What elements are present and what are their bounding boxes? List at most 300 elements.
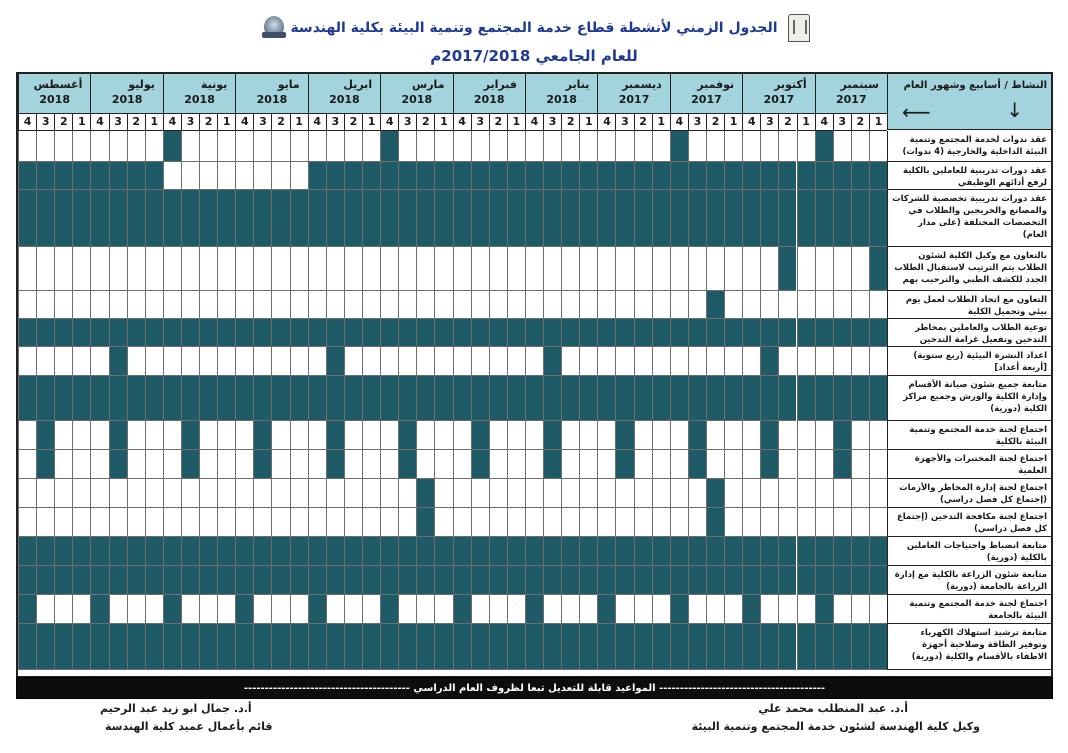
empty-week-cell [724, 421, 742, 450]
week-number: 1 [145, 114, 163, 131]
empty-week-cell [525, 421, 543, 450]
empty-week-cell [706, 247, 724, 291]
week-number: 4 [815, 114, 833, 131]
empty-week-cell [525, 247, 543, 291]
scheduled-week-cell [579, 162, 597, 190]
activity-label: متابعة انضباط واحتياجات العاملين بالكلية (دورية) [887, 537, 1051, 566]
empty-week-cell [271, 595, 289, 624]
empty-week-cell [18, 450, 36, 479]
scheduled-week-cell [181, 190, 199, 247]
empty-week-cell [344, 595, 362, 624]
scheduled-week-cell [326, 162, 344, 190]
scheduled-week-cell [688, 319, 706, 347]
empty-week-cell [235, 291, 253, 319]
scheduled-week-cell [742, 376, 760, 421]
empty-week-cell [615, 131, 633, 162]
empty-week-cell [271, 347, 289, 376]
scheduled-week-cell [127, 537, 145, 566]
arrow-left-icon: ⟵ [902, 100, 931, 124]
empty-week-cell [163, 421, 181, 450]
activity-header-label: النشاط / أسابيع وشهور العام [903, 80, 1047, 91]
scheduled-week-cell [380, 537, 398, 566]
week-number: 3 [398, 114, 416, 131]
scheduled-week-cell [851, 376, 869, 421]
scheduled-week-cell [869, 319, 887, 347]
scheduled-week-cell [561, 319, 579, 347]
scheduled-week-cell [163, 131, 181, 162]
week-number: 3 [688, 114, 706, 131]
empty-week-cell [145, 479, 163, 508]
empty-week-cell [217, 595, 235, 624]
scheduled-week-cell [525, 376, 543, 421]
scheduled-week-cell [634, 624, 652, 670]
empty-week-cell [652, 479, 670, 508]
scheduled-week-cell [778, 190, 796, 247]
scheduled-week-cell [109, 190, 127, 247]
scheduled-week-cell [434, 190, 452, 247]
scheduled-week-cell [525, 319, 543, 347]
scheduled-week-cell [543, 421, 561, 450]
empty-week-cell [634, 595, 652, 624]
empty-week-cell [54, 247, 72, 291]
empty-week-cell [507, 131, 525, 162]
scheduled-week-cell [851, 190, 869, 247]
empty-week-cell [271, 450, 289, 479]
scheduled-week-cell [308, 319, 326, 347]
month-header [380, 74, 452, 114]
empty-week-cell [362, 595, 380, 624]
empty-week-cell [597, 347, 615, 376]
empty-week-cell [742, 247, 760, 291]
empty-week-cell [815, 347, 833, 376]
month-year: 2018 [39, 93, 71, 106]
scheduled-week-cell [507, 190, 525, 247]
empty-week-cell [815, 450, 833, 479]
empty-week-cell [290, 595, 308, 624]
scheduled-week-cell [742, 624, 760, 670]
empty-week-cell [362, 131, 380, 162]
scheduled-week-cell [507, 624, 525, 670]
empty-week-cell [797, 450, 815, 479]
scheduled-week-cell [416, 508, 434, 537]
empty-week-cell [90, 347, 108, 376]
empty-week-cell [471, 595, 489, 624]
empty-week-cell [217, 247, 235, 291]
empty-week-cell [851, 508, 869, 537]
empty-week-cell [163, 347, 181, 376]
week-number: 2 [634, 114, 652, 131]
scheduled-week-cell [453, 537, 471, 566]
scheduled-week-cell [869, 162, 887, 190]
scheduled-week-cell [253, 537, 271, 566]
empty-week-cell [489, 450, 507, 479]
scheduled-week-cell [54, 537, 72, 566]
empty-week-cell [833, 291, 851, 319]
scheduled-week-cell [543, 566, 561, 595]
empty-week-cell [670, 247, 688, 291]
month-name: أكتوبر [774, 78, 807, 91]
empty-week-cell [688, 347, 706, 376]
month-name: فبراير [483, 78, 517, 91]
scheduled-week-cell [543, 190, 561, 247]
scheduled-week-cell [362, 566, 380, 595]
scheduled-week-cell [797, 319, 815, 347]
empty-week-cell [253, 291, 271, 319]
empty-week-cell [869, 595, 887, 624]
scheduled-week-cell [416, 537, 434, 566]
month-name: أغسطس [33, 78, 83, 91]
scheduled-week-cell [778, 247, 796, 291]
empty-week-cell [416, 421, 434, 450]
scheduled-week-cell [615, 421, 633, 450]
scheduled-week-cell [597, 162, 615, 190]
empty-week-cell [380, 479, 398, 508]
week-number: 1 [217, 114, 235, 131]
week-number: 4 [742, 114, 760, 131]
empty-week-cell [163, 479, 181, 508]
scheduled-week-cell [706, 537, 724, 566]
scheduled-week-cell [253, 376, 271, 421]
scheduled-week-cell [742, 566, 760, 595]
scheduled-week-cell [471, 624, 489, 670]
empty-week-cell [851, 421, 869, 450]
scheduled-week-cell [561, 376, 579, 421]
scheduled-week-cell [181, 566, 199, 595]
empty-week-cell [543, 247, 561, 291]
week-number: 2 [127, 114, 145, 131]
scheduled-week-cell [471, 319, 489, 347]
scheduled-week-cell [525, 162, 543, 190]
empty-week-cell [326, 247, 344, 291]
scheduled-week-cell [742, 319, 760, 347]
empty-week-cell [652, 450, 670, 479]
activity-label: متابعة شئون الزراعة بالكلية مع إدارة الزراعة بالجامعة (دورية) [887, 566, 1051, 595]
activity-label: التعاون مع اتحاد الطلاب لعمل يوم بيئي وتجميل الكلية [887, 291, 1051, 319]
empty-week-cell [199, 291, 217, 319]
empty-week-cell [253, 162, 271, 190]
scheduled-week-cell [434, 624, 452, 670]
scheduled-week-cell [561, 566, 579, 595]
scheduled-week-cell [688, 376, 706, 421]
empty-week-cell [833, 347, 851, 376]
scheduled-week-cell [670, 162, 688, 190]
empty-week-cell [271, 508, 289, 537]
scheduled-week-cell [18, 537, 36, 566]
scheduled-week-cell [72, 566, 90, 595]
activity-label: توعية الطلاب والعاملين بمخاطر التدخين وتفعيل غرامة التدخين [887, 319, 1051, 347]
scheduled-week-cell [36, 537, 54, 566]
empty-week-cell [127, 450, 145, 479]
scheduled-week-cell [253, 566, 271, 595]
scheduled-week-cell [507, 162, 525, 190]
empty-week-cell [543, 508, 561, 537]
empty-week-cell [489, 421, 507, 450]
empty-week-cell [597, 291, 615, 319]
scheduled-week-cell [90, 376, 108, 421]
empty-week-cell [760, 131, 778, 162]
week-number: 1 [797, 114, 815, 131]
scheduled-week-cell [670, 376, 688, 421]
arrow-down-icon: ↓ [1006, 98, 1023, 122]
week-number: 4 [235, 114, 253, 131]
empty-week-cell [471, 247, 489, 291]
week-number: 4 [308, 114, 326, 131]
empty-week-cell [815, 508, 833, 537]
empty-week-cell [308, 347, 326, 376]
empty-week-cell [869, 421, 887, 450]
empty-week-cell [561, 595, 579, 624]
scheduled-week-cell [797, 190, 815, 247]
empty-week-cell [525, 291, 543, 319]
scheduled-week-cell [706, 291, 724, 319]
activity-header [887, 74, 1051, 130]
scheduled-week-cell [706, 376, 724, 421]
activity-label: متابعة جميع شئون صيانة الأقسام وإدارة الكلية والورش وجميع مراكز الكلية (دورية) [887, 376, 1051, 421]
scheduled-week-cell [109, 421, 127, 450]
empty-week-cell [489, 291, 507, 319]
scheduled-week-cell [308, 162, 326, 190]
scheduled-week-cell [36, 162, 54, 190]
empty-week-cell [36, 131, 54, 162]
empty-week-cell [90, 479, 108, 508]
scheduled-week-cell [72, 319, 90, 347]
empty-week-cell [760, 508, 778, 537]
scheduled-week-cell [181, 421, 199, 450]
scheduled-week-cell [362, 162, 380, 190]
empty-week-cell [851, 595, 869, 624]
empty-week-cell [634, 479, 652, 508]
empty-week-cell [344, 479, 362, 508]
empty-week-cell [398, 347, 416, 376]
scheduled-week-cell [344, 566, 362, 595]
week-number: 2 [489, 114, 507, 131]
empty-week-cell [72, 131, 90, 162]
empty-week-cell [778, 131, 796, 162]
empty-week-cell [815, 247, 833, 291]
empty-week-cell [688, 595, 706, 624]
empty-week-cell [634, 347, 652, 376]
empty-week-cell [181, 131, 199, 162]
empty-week-cell [199, 508, 217, 537]
month-name: يناير [565, 78, 590, 91]
week-number: 1 [507, 114, 525, 131]
week-number: 4 [670, 114, 688, 131]
empty-week-cell [434, 291, 452, 319]
scheduled-week-cell [344, 624, 362, 670]
empty-week-cell [145, 421, 163, 450]
empty-week-cell [199, 247, 217, 291]
scheduled-week-cell [615, 190, 633, 247]
month-header [308, 74, 380, 114]
scheduled-week-cell [724, 162, 742, 190]
scheduled-week-cell [670, 595, 688, 624]
scheduled-week-cell [489, 162, 507, 190]
empty-week-cell [72, 479, 90, 508]
scheduled-week-cell [688, 566, 706, 595]
scheduled-week-cell [90, 319, 108, 347]
month-header [453, 74, 525, 114]
empty-week-cell [416, 247, 434, 291]
activity-label: عقد دورات تدريبية تخصصية للشركات والمصانع والخريجين والطلاب في التخصصات المختلفة (على مدار العام) [887, 190, 1051, 247]
empty-week-cell [344, 508, 362, 537]
scheduled-week-cell [778, 537, 796, 566]
scheduled-week-cell [235, 376, 253, 421]
empty-week-cell [308, 291, 326, 319]
month-year: 2018 [401, 93, 433, 106]
scheduled-week-cell [579, 566, 597, 595]
empty-week-cell [199, 450, 217, 479]
empty-week-cell [434, 595, 452, 624]
scheduled-week-cell [869, 247, 887, 291]
week-number: 1 [724, 114, 742, 131]
scheduled-week-cell [652, 319, 670, 347]
empty-week-cell [851, 479, 869, 508]
scheduled-week-cell [181, 450, 199, 479]
scheduled-week-cell [253, 319, 271, 347]
scheduled-week-cell [127, 376, 145, 421]
scheduled-week-cell [833, 624, 851, 670]
empty-week-cell [54, 291, 72, 319]
month-name: سبتمبر [840, 78, 879, 91]
scheduled-week-cell [869, 190, 887, 247]
empty-week-cell [72, 421, 90, 450]
scheduled-week-cell [362, 537, 380, 566]
week-number: 2 [271, 114, 289, 131]
page-subtitle: للعام الجامعي 2017/2018م [430, 47, 638, 65]
empty-week-cell [670, 291, 688, 319]
empty-week-cell [217, 450, 235, 479]
scheduled-week-cell [109, 376, 127, 421]
scheduled-week-cell [18, 595, 36, 624]
empty-week-cell [471, 347, 489, 376]
week-number: 1 [652, 114, 670, 131]
scheduled-week-cell [90, 624, 108, 670]
scheduled-week-cell [652, 624, 670, 670]
scheduled-week-cell [724, 624, 742, 670]
scheduled-week-cell [416, 566, 434, 595]
scheduled-week-cell [471, 421, 489, 450]
empty-week-cell [489, 479, 507, 508]
scheduled-week-cell [778, 624, 796, 670]
scheduled-week-cell [869, 624, 887, 670]
empty-week-cell [471, 479, 489, 508]
signature-left-name: أ.د. جمال ابو زيد عبد الرحيم [100, 702, 252, 715]
scheduled-week-cell [72, 190, 90, 247]
scheduled-week-cell [163, 566, 181, 595]
scheduled-week-cell [217, 376, 235, 421]
empty-week-cell [869, 508, 887, 537]
scheduled-week-cell [308, 190, 326, 247]
week-number: 1 [290, 114, 308, 131]
empty-week-cell [833, 131, 851, 162]
empty-week-cell [253, 479, 271, 508]
month-year: 2018 [184, 93, 215, 106]
scheduled-week-cell [869, 566, 887, 595]
empty-week-cell [815, 479, 833, 508]
week-number: 2 [416, 114, 434, 131]
scheduled-week-cell [271, 376, 289, 421]
empty-week-cell [597, 450, 615, 479]
scheduled-week-cell [833, 190, 851, 247]
scheduled-week-cell [851, 319, 869, 347]
empty-week-cell [290, 347, 308, 376]
month-header [235, 74, 307, 114]
empty-week-cell [797, 479, 815, 508]
scheduled-week-cell [434, 376, 452, 421]
empty-week-cell [434, 508, 452, 537]
empty-week-cell [724, 291, 742, 319]
scheduled-week-cell [127, 566, 145, 595]
scheduled-week-cell [634, 162, 652, 190]
empty-week-cell [344, 247, 362, 291]
scheduled-week-cell [489, 566, 507, 595]
month-year: 2017 [691, 93, 722, 106]
empty-week-cell [742, 291, 760, 319]
scheduled-week-cell [199, 566, 217, 595]
empty-week-cell [398, 291, 416, 319]
empty-week-cell [453, 421, 471, 450]
scheduled-week-cell [380, 376, 398, 421]
scheduled-week-cell [561, 162, 579, 190]
empty-week-cell [235, 131, 253, 162]
scheduled-week-cell [815, 624, 833, 670]
empty-week-cell [724, 508, 742, 537]
scheduled-week-cell [308, 624, 326, 670]
scheduled-week-cell [815, 131, 833, 162]
scheduled-week-cell [615, 624, 633, 670]
scheduled-week-cell [235, 190, 253, 247]
empty-week-cell [670, 347, 688, 376]
empty-week-cell [109, 595, 127, 624]
empty-week-cell [398, 131, 416, 162]
scheduled-week-cell [398, 190, 416, 247]
empty-week-cell [18, 291, 36, 319]
empty-week-cell [833, 508, 851, 537]
empty-week-cell [688, 508, 706, 537]
month-name: يوليو [128, 78, 155, 91]
scheduled-week-cell [145, 162, 163, 190]
empty-week-cell [778, 421, 796, 450]
scheduled-week-cell [615, 450, 633, 479]
week-number: 2 [54, 114, 72, 131]
empty-week-cell [561, 450, 579, 479]
scheduled-week-cell [416, 624, 434, 670]
week-number: 4 [453, 114, 471, 131]
empty-week-cell [290, 131, 308, 162]
scheduled-week-cell [362, 376, 380, 421]
empty-week-cell [525, 131, 543, 162]
empty-week-cell [742, 508, 760, 537]
scheduled-week-cell [760, 347, 778, 376]
empty-week-cell [778, 479, 796, 508]
scheduled-week-cell [290, 376, 308, 421]
scheduled-week-cell [127, 190, 145, 247]
empty-week-cell [362, 421, 380, 450]
scheduled-week-cell [253, 421, 271, 450]
scheduled-week-cell [271, 566, 289, 595]
empty-week-cell [634, 450, 652, 479]
empty-week-cell [579, 479, 597, 508]
scheduled-week-cell [634, 566, 652, 595]
empty-week-cell [217, 291, 235, 319]
empty-week-cell [72, 595, 90, 624]
empty-week-cell [398, 479, 416, 508]
empty-week-cell [362, 450, 380, 479]
scheduled-week-cell [652, 566, 670, 595]
empty-week-cell [271, 291, 289, 319]
scheduled-week-cell [543, 376, 561, 421]
signature-right-title: وكيل كلية الهندسة لشئون خدمة المجتمع وتنمية البيئة [691, 720, 980, 733]
